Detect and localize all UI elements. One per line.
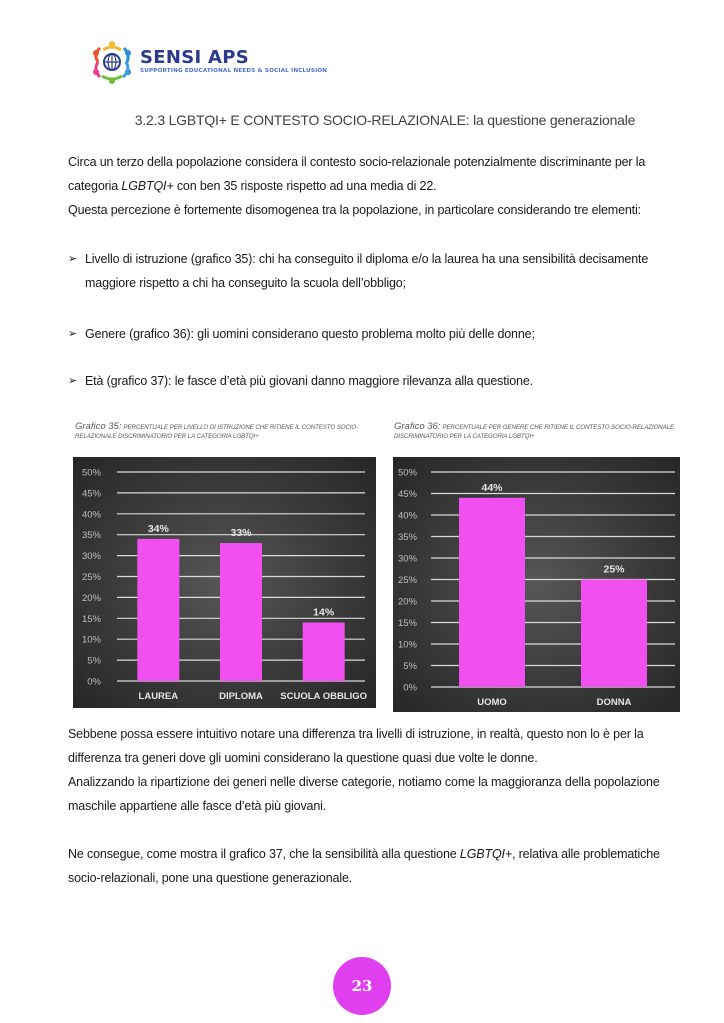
chart-35-caption	[75, 422, 375, 441]
y-tick-label: 20%	[397, 596, 417, 608]
y-tick-label: 45%	[397, 489, 417, 500]
y-tick-label: 40%	[81, 509, 101, 521]
arrow-bullet-icon: ➢	[68, 375, 78, 387]
body-text-end: , relativa alle problematiche socio-relazionali, pone una questione generazionale.	[68, 847, 660, 885]
y-tick-label: 20%	[81, 592, 101, 604]
bar-diploma	[220, 543, 262, 681]
chart-36-caption-text: PERCENTUALE PER GENERE CHE RITIENE IL CONTESTO SOCIO-RELAZIONALE DISCRIMINATORIO PER LA CATEGORIA LGBTQI+	[394, 424, 675, 440]
intro-text-end: con ben 35 risposte rispetto ad una media di 22.	[173, 179, 437, 193]
bullet-text: Genere (grafico 36): gli uomini considerano questo problema molto più delle donne;	[85, 327, 535, 341]
y-tick-label: 35%	[397, 532, 417, 543]
bullet-item	[68, 247, 678, 295]
bullet-item	[68, 369, 678, 393]
body-italic: LGBTQI+	[459, 847, 512, 861]
category-label: DONNA	[596, 697, 632, 708]
header-logo	[90, 40, 350, 85]
y-tick-label: 0%	[87, 676, 101, 688]
body-paragraph-3	[68, 842, 688, 890]
bar-uomo	[459, 498, 525, 687]
chart-36	[393, 457, 680, 712]
intro-text: Circa un terzo della popolazione considera il contesto socio-relazionale potenzialmente discriminante per la categoria	[68, 155, 646, 193]
y-tick-label: 30%	[81, 551, 101, 563]
category-label: DIPLOMA	[219, 691, 263, 702]
y-tick-label: 45%	[81, 488, 101, 500]
y-tick-label: 40%	[397, 510, 417, 522]
data-label: 33%	[230, 527, 252, 540]
chart-36-svg	[393, 457, 680, 712]
logo-subtitle: SUPPORTING EDUCATIONAL NEEDS & SOCIAL INCLUSION	[140, 68, 328, 74]
y-tick-label: 25%	[397, 575, 417, 586]
data-label: 34%	[147, 522, 169, 535]
category-label: SCUOLA OBBLIGO	[280, 691, 368, 702]
data-label: 25%	[603, 563, 625, 576]
category-label: UOMO	[477, 697, 507, 708]
y-tick-label: 10%	[81, 634, 101, 646]
y-tick-label: 15%	[397, 618, 417, 629]
chart-35	[73, 457, 376, 708]
data-label: 44%	[481, 481, 503, 494]
logo-title: SENSI APS	[140, 47, 250, 68]
arrow-bullet-icon: ➢	[68, 253, 78, 265]
y-tick-label: 0%	[403, 682, 417, 694]
intro-italic: LGBTQI+	[121, 179, 174, 193]
y-tick-label: 50%	[81, 467, 101, 479]
arrow-bullet-icon: ➢	[68, 328, 78, 340]
y-tick-label: 35%	[81, 530, 101, 542]
data-label: 14%	[313, 606, 335, 619]
y-tick-label: 5%	[403, 661, 417, 672]
intro-paragraph-1	[68, 150, 668, 198]
y-tick-label: 10%	[397, 639, 417, 651]
chart-35-caption-text: PERCENTUALE PER LIVELLO DI ISTRUZIONE CHE RITIENE IL CONTESTO SOCIO-RELAZIONALE DISCRIMINATORIO PER LA CATEGORIA LGBTQI+	[75, 424, 359, 440]
intro-paragraph-2: Questa percezione è fortemente disomogenea tra la popolazione, in particolare considerando tre elementi:	[68, 203, 641, 217]
bar-donna	[581, 580, 647, 688]
y-tick-label: 50%	[397, 467, 417, 479]
bullet-text: Livello di istruzione (grafico 35): chi ha conseguito il diploma e/o la laurea ha una sensibilità decisamente maggiore rispetto a chi ha conseguito la scuola dell’obbligo;	[85, 252, 649, 290]
chart-35-caption-lead: Grafico 35:	[75, 421, 122, 432]
section-title: 3.2.3 LGBTQI+ E CONTESTO SOCIO-RELAZIONALE: la questione generazionale	[134, 112, 636, 128]
body-text: Ne consegue, come mostra il grafico 37, che la sensibilità alla questione	[68, 847, 460, 861]
chart-36-caption	[394, 422, 684, 441]
bullet-item	[68, 322, 678, 346]
y-tick-label: 25%	[81, 572, 101, 583]
chart-35-svg	[73, 457, 376, 708]
y-tick-label: 30%	[397, 553, 417, 565]
category-label: LAUREA	[138, 691, 179, 702]
chart-36-caption-lead: Grafico 36:	[394, 421, 441, 432]
bar-laurea	[137, 539, 179, 681]
page-number: 23	[333, 957, 391, 1015]
people-circle-globe-icon	[90, 40, 134, 84]
body-paragraph-2: Analizzando la ripartizione dei generi nelle diverse categorie, notiamo come la maggioranza della popolazione maschile appartiene alle fasce d’età più giovani.	[68, 775, 660, 813]
body-paragraph-1: Sebbene possa essere intuitivo notare una differenza tra livelli di istruzione, in realtà, questo non lo è per la differenza tra generi dove gli uomini considerano la questione quasi due volte le donne.	[68, 727, 644, 765]
y-tick-label: 5%	[87, 655, 101, 667]
y-tick-label: 15%	[81, 613, 101, 625]
bar-scuola-obbligo	[303, 622, 345, 681]
bullet-text: Età (grafico 37): le fasce d’età più giovani danno maggiore rilevanza alla questione.	[85, 374, 533, 388]
